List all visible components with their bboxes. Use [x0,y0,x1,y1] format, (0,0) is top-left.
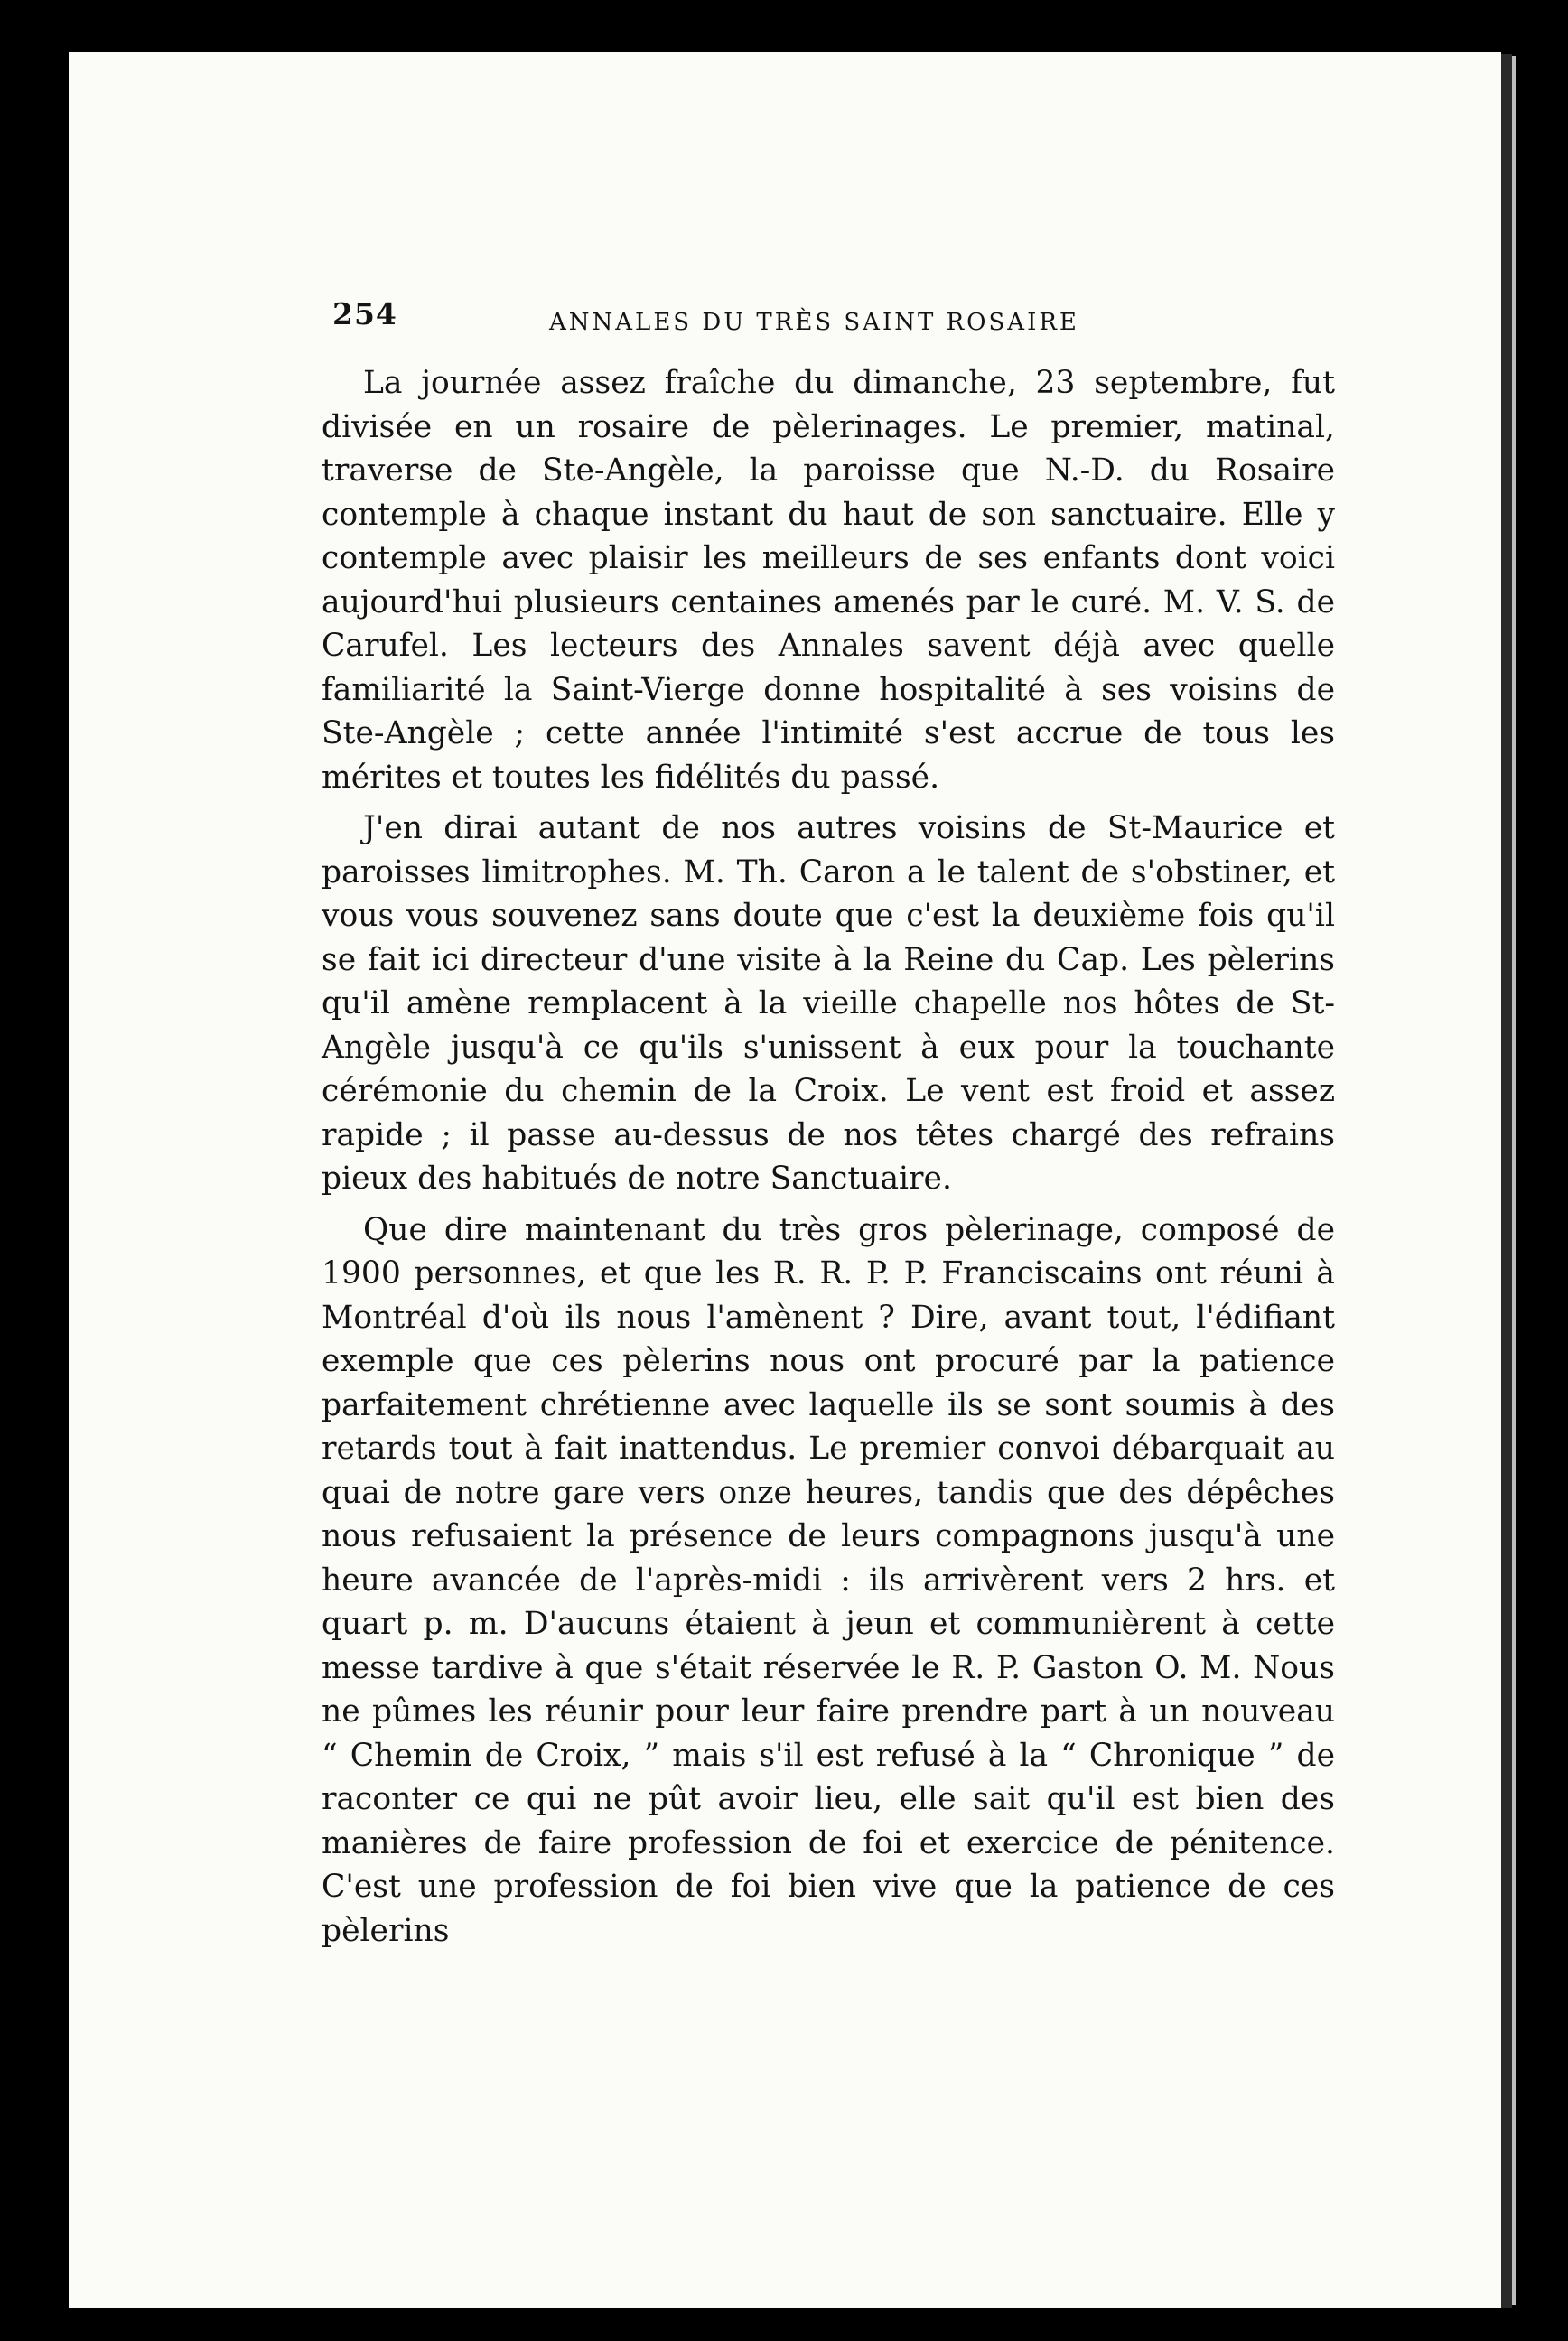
page-header [322,289,1335,361]
page-edge-highlight [1512,56,1516,2305]
paragraph: J'en dirai autant de nos autres voisins de St-Maurice et paroisses limitrophes. M. Th. Caron a le talent de s'obstiner, et vous vous souvenez sans doute que c'est la deuxième fois qu'il se fait ici directeur d'une visite à la Reine du Cap. Les pèlerins qu'il amène remplacent à la vieille chapelle nos hôtes de St-Angèle jusqu'à ce qu'ils s'unissent à eux pour la touchante cérémonie du chemin de la Croix. Le vent est froid et assez rapide ; il passe au-dessus de nos têtes chargé des refrains pieux des habitués de notre Sanctuaire. [322,810,1335,1197]
page-number: 254 [332,296,397,331]
page-text-block [322,289,1335,1953]
paragraph: La journée assez fraîche du dimanche, 23 septembre, fut divisée en un rosaire de pèlerinages. Le premier, matinal, traverse de Ste-Angèle, la paroisse que N.-D. du Rosaire contemple à chaque instant du haut de son sanctuaire. Elle y contemple avec plaisir les meilleurs de ses enfants dont voici aujourd'hui plusieurs centaines amenés par le curé. M. V. S. de Carufel. Les lecteurs des Annales savent déjà avec quelle familiarité la Saint-Vierge donne hospitalité à ses voisins de Ste-Angèle ; cette année l'intimité s'est accrue de tous les mérites et toutes les fidélités du passé. [322,365,1335,796]
paragraph: Que dire maintenant du très gros pèlerinage, composé de 1900 personnes, et que les R. R. P. P. Franciscains ont réuni à Montréal d'où ils nous l'amènent ? Dire, avant tout, l'édifiant exemple que ces pèlerins nous ont procuré par la patience parfaitement chrétienne avec laquelle ils se sont soumis à des retards tout à fait inattendus. Le premier convoi débarquait au quai de notre gare vers onze heures, tandis que des dépêches nous refusaient la présence de leurs compagnons jusqu'à une heure avancée de l'après-midi : ils arrivèrent vers 2 hrs. et quart p. m. D'aucuns étaient à jeun et communièrent à cette messe tardive à que s'était réservée le R. P. Gaston O. M. Nous ne pûmes les réunir pour leur faire prendre part à un nouveau “ Chemin de Croix, ” mais s'il est refusé à la “ Chronique ” de raconter ce qui ne pût avoir lieu, elle sait qu'il est bien des manières de faire profession de foi et exercice de pénitence. C'est une profession de foi bien vive que la patience de ces pèlerins [322,1211,1335,1949]
running-head: ANNALES DU TRÈS SAINT ROSAIRE [549,309,1079,336]
page-edge-shadow [1501,54,1512,2308]
